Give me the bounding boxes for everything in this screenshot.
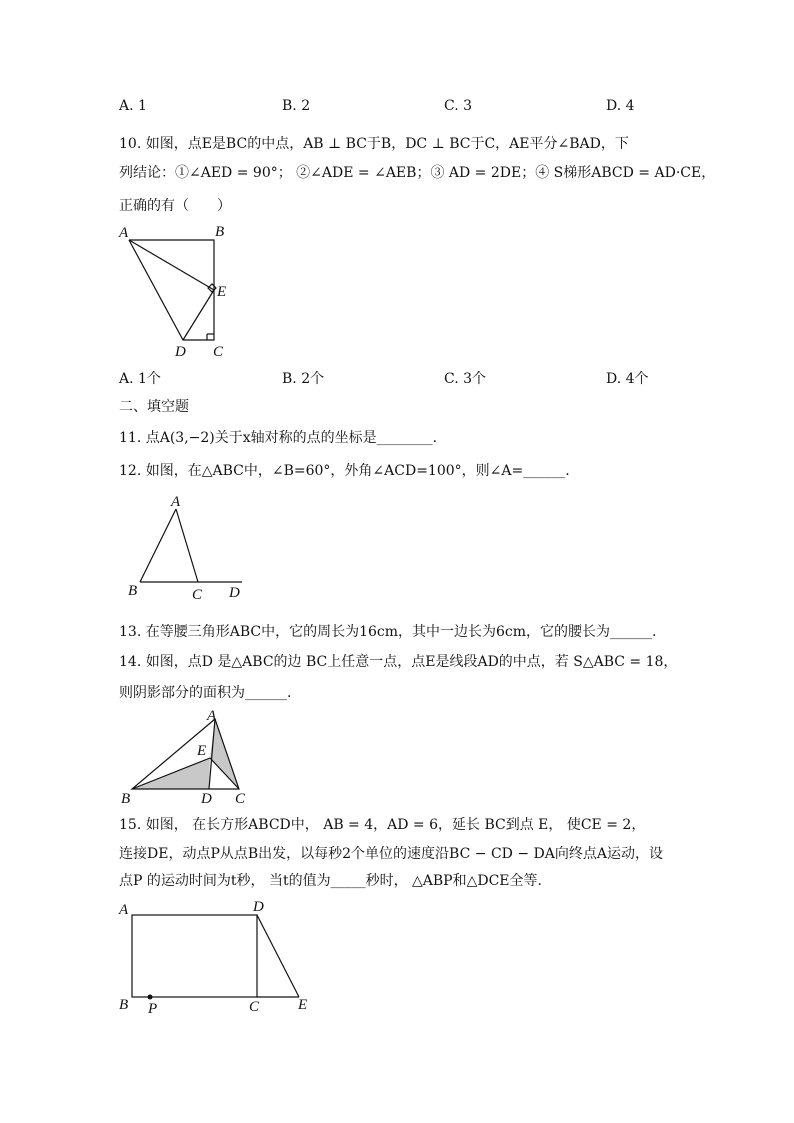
q15-line-1: 15. 如图， 在长方形ABCD中， AB = 4，AD = 6，延长 BC到点 E， 使CE = 2， [119, 817, 646, 833]
q10-line-2: 列结论：①∠AED = 90°； ②∠ADE = ∠AEB；③ AD = 2DE；④ S梯形ABCD = AD·CE， [119, 165, 716, 181]
q15-label-e: E [298, 997, 308, 1013]
q11-text: 11. 点A(3,−2)关于x轴对称的点的坐标是________. [119, 430, 438, 446]
q10-label-a: A [119, 225, 129, 241]
q15-label-d: D [253, 899, 264, 915]
q12-label-a: A [171, 494, 181, 510]
q10-label-b: B [215, 224, 225, 240]
q9-option-d: D. 4 [606, 98, 635, 114]
q14-label-e: E [197, 743, 207, 759]
q10-label-c: C [213, 344, 224, 360]
q15-label-c: C [249, 999, 260, 1015]
q10-figure [115, 222, 235, 362]
q10-label-d: D [175, 344, 186, 360]
q10-option-a: A. 1个 [119, 371, 161, 387]
q9-option-b: B. 2 [282, 98, 311, 114]
q14-line-2: 则阴影部分的面积为______. [119, 685, 292, 701]
q15-line-2: 连接DE，动点P从点B出发，以每秒2个单位的速度沿BC − CD − DA向终点A运动，设 [119, 846, 663, 862]
q15-label-p: P [148, 1001, 158, 1017]
q14-label-c: C [235, 791, 246, 807]
q15-label-b: B [119, 997, 129, 1013]
q9-option-a: A. 1 [119, 98, 147, 114]
q10-option-b: B. 2个 [282, 371, 325, 387]
q12-label-d: D [229, 585, 240, 601]
q14-line-1: 14. 如图，点D 是△ABC的边 BC上任意一点，点E是线段AD的中点，若 S△ABC = 18， [119, 654, 678, 670]
q15-line-3: 点P 的运动时间为t秒， 当t的值为_____秒时， △ABP和△DCE全等. [119, 873, 542, 889]
q12-label-c: C [192, 587, 203, 603]
q15-label-a: A [119, 902, 129, 918]
q10-option-d: D. 4个 [606, 371, 649, 387]
q10-option-c: C. 3个 [444, 371, 487, 387]
q15-figure [115, 898, 325, 1023]
q14-label-d: D [201, 791, 212, 807]
q10-line-1: 10. 如图，点E是BC的中点，AB ⊥ BC于B，DC ⊥ BC于C，AE平分∠BAD，下 [119, 136, 629, 152]
q9-option-c: C. 3 [444, 98, 473, 114]
q10-label-e: E [217, 284, 227, 300]
q12-figure [125, 495, 250, 605]
q12-text: 12. 如图，在△ABC中，∠B=60°，外角∠ACD=100°，则∠A=______. [119, 463, 570, 479]
q14-label-b: B [121, 791, 131, 807]
q13-text: 13. 在等腰三角形ABC中，它的周长为16cm，其中一边长为6cm，它的腰长为______. [119, 624, 657, 640]
q10-line-3: 正确的有（ ） [119, 198, 231, 214]
q14-figure [115, 705, 255, 810]
q14-label-a: A [207, 708, 217, 724]
q12-label-b: B [128, 583, 138, 599]
section-title: 二、填空题 [119, 399, 189, 415]
